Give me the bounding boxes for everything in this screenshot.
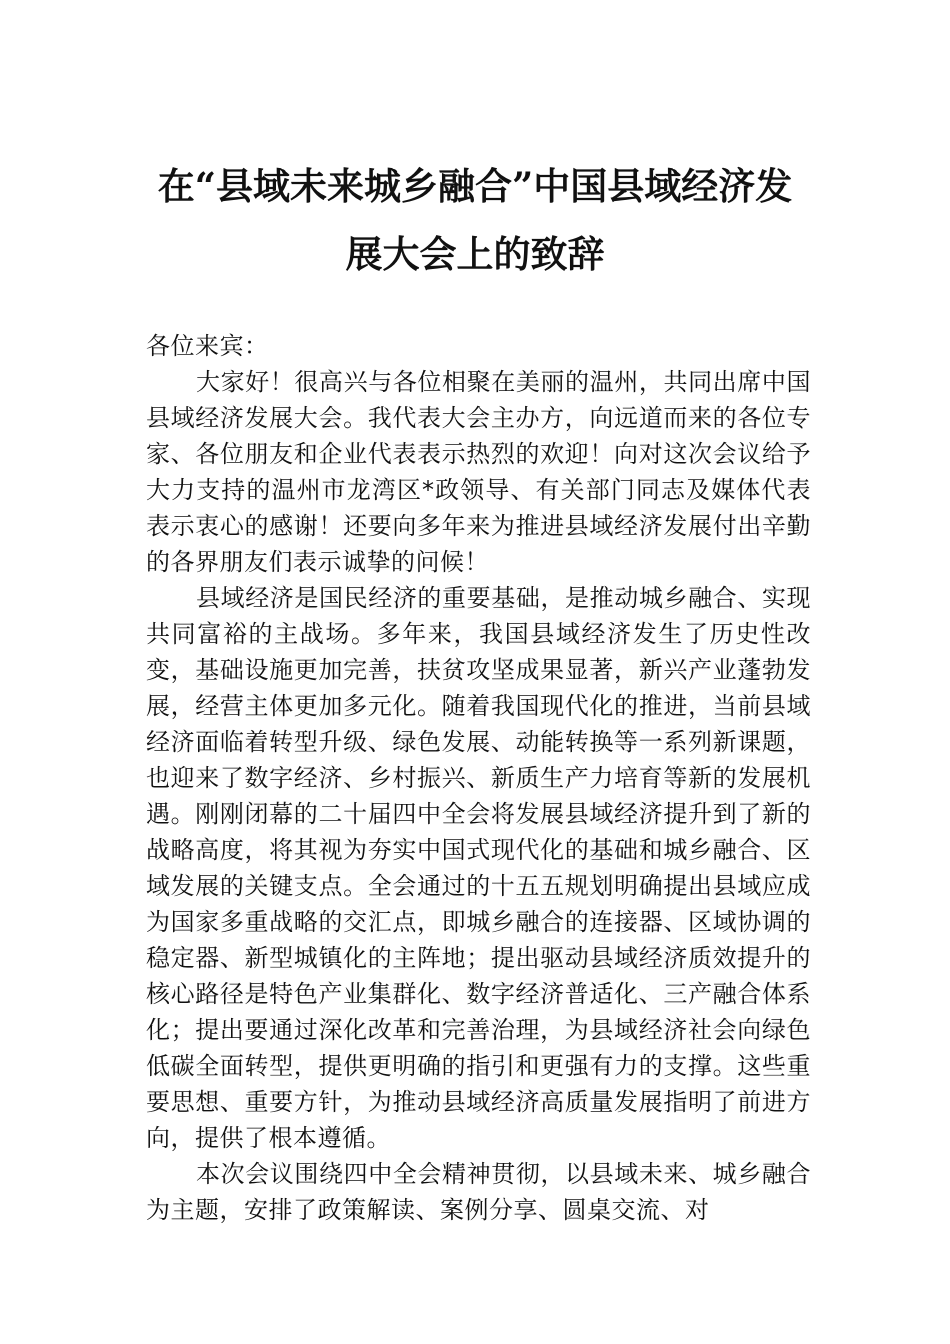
- paragraph-welcome: 大家好！很高兴与各位相聚在美丽的温州，共同出席中国县域经济发展大会。我代表大会主办方，向远道而来的各位专家、各位朋友和企业代表表示热烈的欢迎！向对这次会议给予大力支持的温州市龙湾区*政领导、有关部门同志及媒体代表表示衷心的感谢！还要向多年来为推进县域经济发展付出辛勤的各界朋友们表示诚挚的问候！: [146, 368, 811, 576]
- document-title-line-1: 在“县域未来城乡融合”中国县域经济发: [157, 164, 793, 208]
- paragraph-county-economy: 县域经济是国民经济的重要基础，是推动城乡融合、实现共同富裕的主战场。多年来，我国县域经济发生了历史性改变，基础设施更加完善，扶贫攻坚成果显著，新兴产业蓬勃发展，经营主体更加多元化。随着我国现代化的推进，当前县域经济面临着转型升级、绿色发展、动能转换等一系列新课题，也迎来了数字经济、乡村振兴、新质生产力培育等新的发展机遇。刚刚闭幕的二十届四中全会将发展县域经济提升到了新的战略高度，将其视为夯实中国式现代化的基础和城乡融合、区域发展的关键支点。全会通过的十五五规划明确提出县域应成为国家多重战略的交汇点，即城乡融合的连接器、区域协调的稳定器、新型城镇化的主阵地；提出驱动县域经济质效提升的核心路径是特色产业集群化、数字经济普适化、三产融合体系化；提出要通过深化改革和完善治理，为县域经济社会向绿色低碳全面转型，提供更明确的指引和更强有力的支撑。这些重要思想、重要方针，为推动县域经济高质量发展指明了前进方向，提供了根本遵循。: [146, 584, 811, 1152]
- paragraph-meeting-agenda: 本次会议围绕四中全会精神贯彻，以县域未来、城乡融合为主题，安排了政策解读、案例分享、圆桌交流、对: [146, 1160, 811, 1224]
- greeting: 各位来宾：: [146, 332, 269, 360]
- document-body: [146, 328, 811, 1228]
- document-title-line-2: 展大会上的致辞: [345, 232, 605, 276]
